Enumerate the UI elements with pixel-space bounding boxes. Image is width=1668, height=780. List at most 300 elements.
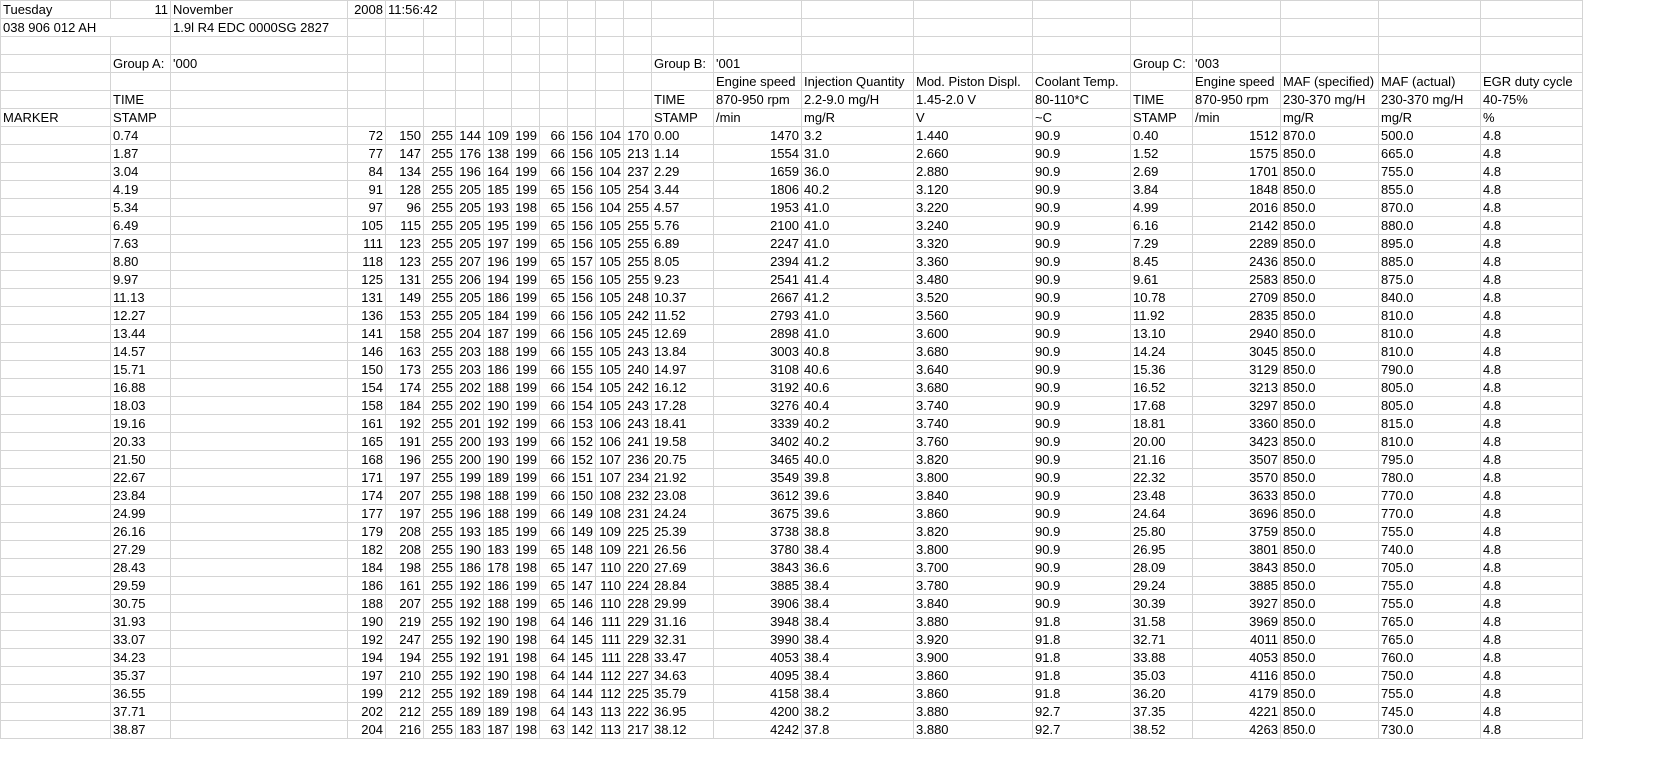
data-cell[interactable]: 217 [624,721,652,739]
data-cell[interactable]: 3.900 [914,649,1033,667]
data-cell[interactable]: 850.0 [1281,469,1379,487]
data-cell[interactable]: 795.0 [1379,451,1481,469]
data-cell[interactable]: 38.4 [802,577,914,595]
data-cell[interactable]: 153 [568,415,596,433]
data-cell[interactable]: 161 [348,415,386,433]
cell[interactable] [171,631,348,649]
data-cell[interactable]: 3.480 [914,271,1033,289]
data-cell[interactable]: 41.2 [802,289,914,307]
data-cell[interactable]: 255 [424,127,456,145]
data-cell[interactable]: 66 [540,433,568,451]
data-cell[interactable]: 31.16 [652,613,714,631]
data-cell[interactable]: 27.29 [111,541,171,559]
param-spec-b[interactable]: 1.45-2.0 V [914,91,1033,109]
data-cell[interactable]: 254 [624,181,652,199]
data-cell[interactable]: 29.59 [111,577,171,595]
data-cell[interactable]: 90.9 [1033,541,1131,559]
data-cell[interactable]: 156 [568,163,596,181]
data-cell[interactable]: 147 [386,145,424,163]
data-cell[interactable]: 255 [424,289,456,307]
data-cell[interactable]: 40.0 [802,451,914,469]
data-cell[interactable]: 37.8 [802,721,914,739]
data-cell[interactable]: 144 [568,667,596,685]
cell[interactable] [540,1,568,19]
cell[interactable] [171,415,348,433]
cell[interactable] [348,37,386,55]
data-cell[interactable]: 850.0 [1281,235,1379,253]
data-cell[interactable]: 255 [424,721,456,739]
data-cell[interactable]: 2793 [714,307,802,325]
data-cell[interactable]: 1.52 [1131,145,1193,163]
data-cell[interactable]: 705.0 [1379,559,1481,577]
data-cell[interactable]: 90.9 [1033,145,1131,163]
data-cell[interactable]: 224 [624,577,652,595]
data-cell[interactable]: 225 [624,685,652,703]
data-cell[interactable]: 3108 [714,361,802,379]
cell[interactable] [386,37,424,55]
cell[interactable] [1,523,111,541]
data-cell[interactable]: 255 [624,199,652,217]
data-cell[interactable]: 66 [540,523,568,541]
data-cell[interactable]: 189 [456,703,484,721]
data-cell[interactable]: 2667 [714,289,802,307]
cell[interactable] [1,181,111,199]
data-cell[interactable]: 4.8 [1481,613,1583,631]
time-label[interactable]: TIME [1131,91,1193,109]
param-name-b[interactable]: Coolant Temp. [1033,73,1131,91]
data-cell[interactable]: 16.52 [1131,379,1193,397]
data-cell[interactable]: 4.8 [1481,685,1583,703]
data-cell[interactable]: 197 [386,505,424,523]
data-cell[interactable]: 216 [386,721,424,739]
data-cell[interactable]: 36.95 [652,703,714,721]
data-cell[interactable]: 38.8 [802,523,914,541]
data-cell[interactable]: 192 [456,631,484,649]
cell[interactable] [1033,55,1131,73]
cell[interactable] [171,703,348,721]
data-cell[interactable]: 184 [386,397,424,415]
data-cell[interactable]: 156 [568,325,596,343]
data-cell[interactable]: 255 [424,595,456,613]
group-b-code[interactable]: '001 [714,55,802,73]
cell[interactable] [568,109,596,127]
data-cell[interactable]: 850.0 [1281,361,1379,379]
data-cell[interactable]: 9.97 [111,271,171,289]
data-cell[interactable]: 4.8 [1481,325,1583,343]
data-cell[interactable]: 198 [386,559,424,577]
cell[interactable] [652,73,714,91]
data-cell[interactable]: 199 [512,289,540,307]
cell[interactable] [624,73,652,91]
cell[interactable] [171,307,348,325]
data-cell[interactable]: 4.8 [1481,379,1583,397]
data-cell[interactable]: 3213 [1193,379,1281,397]
data-cell[interactable]: 33.47 [652,649,714,667]
data-cell[interactable]: 190 [484,667,512,685]
data-cell[interactable]: 203 [456,343,484,361]
data-cell[interactable]: 24.24 [652,505,714,523]
cell[interactable] [1281,1,1379,19]
cell[interactable] [1,595,111,613]
data-cell[interactable]: 4.8 [1481,397,1583,415]
cell[interactable] [171,613,348,631]
cell[interactable] [1131,19,1193,37]
data-cell[interactable]: 197 [348,667,386,685]
data-cell[interactable]: 149 [386,289,424,307]
data-cell[interactable]: 205 [456,307,484,325]
data-cell[interactable]: 208 [386,541,424,559]
data-cell[interactable]: 16.88 [111,379,171,397]
data-cell[interactable]: 3948 [714,613,802,631]
data-cell[interactable]: 156 [568,199,596,217]
data-cell[interactable]: 199 [512,145,540,163]
data-cell[interactable]: 182 [348,541,386,559]
data-cell[interactable]: 66 [540,325,568,343]
data-cell[interactable]: 3465 [714,451,802,469]
data-cell[interactable]: 40.2 [802,415,914,433]
data-cell[interactable]: 150 [348,361,386,379]
data-cell[interactable]: 2940 [1193,325,1281,343]
cell[interactable] [171,181,348,199]
data-cell[interactable]: 4.8 [1481,703,1583,721]
data-cell[interactable]: 850.0 [1281,523,1379,541]
group-a-code[interactable]: '000 [171,55,348,73]
data-cell[interactable]: 3339 [714,415,802,433]
data-cell[interactable]: 1701 [1193,163,1281,181]
data-cell[interactable]: 118 [348,253,386,271]
data-cell[interactable]: 65 [540,577,568,595]
data-cell[interactable]: 142 [568,721,596,739]
cell[interactable] [1,577,111,595]
data-cell[interactable]: 90.9 [1033,307,1131,325]
cell[interactable] [456,19,484,37]
data-cell[interactable]: 111 [348,235,386,253]
data-cell[interactable]: 39.8 [802,469,914,487]
data-cell[interactable]: 66 [540,451,568,469]
data-cell[interactable]: 770.0 [1379,487,1481,505]
data-cell[interactable]: 12.69 [652,325,714,343]
data-cell[interactable]: 840.0 [1379,289,1481,307]
data-cell[interactable]: 199 [512,325,540,343]
data-cell[interactable]: 255 [424,685,456,703]
data-cell[interactable]: 112 [596,685,624,703]
cell[interactable] [540,37,568,55]
data-cell[interactable]: 1575 [1193,145,1281,163]
cell[interactable] [624,109,652,127]
data-cell[interactable]: 65 [540,595,568,613]
data-cell[interactable]: 850.0 [1281,199,1379,217]
data-cell[interactable]: 38.4 [802,667,914,685]
data-cell[interactable]: 105 [596,253,624,271]
data-cell[interactable]: 90.9 [1033,415,1131,433]
data-cell[interactable]: 255 [424,613,456,631]
data-cell[interactable]: 11.13 [111,289,171,307]
data-cell[interactable]: 3570 [1193,469,1281,487]
data-cell[interactable]: 5.76 [652,217,714,235]
cell[interactable] [348,109,386,127]
data-cell[interactable]: 3.640 [914,361,1033,379]
cell[interactable] [1,505,111,523]
data-cell[interactable]: 97 [348,199,386,217]
cell[interactable] [802,19,914,37]
cell[interactable] [1,289,111,307]
param-unit-c[interactable]: mg/R [1379,109,1481,127]
data-cell[interactable]: 66 [540,343,568,361]
data-cell[interactable]: 188 [484,487,512,505]
data-cell[interactable]: 90.9 [1033,217,1131,235]
data-cell[interactable]: 199 [512,469,540,487]
data-cell[interactable]: 0.00 [652,127,714,145]
data-cell[interactable]: 810.0 [1379,325,1481,343]
data-cell[interactable]: 850.0 [1281,505,1379,523]
data-cell[interactable]: 158 [386,325,424,343]
data-cell[interactable]: 207 [386,595,424,613]
data-cell[interactable]: 198 [512,685,540,703]
data-cell[interactable]: 3.680 [914,343,1033,361]
data-cell[interactable]: 243 [624,397,652,415]
data-cell[interactable]: 810.0 [1379,343,1481,361]
data-cell[interactable]: 111 [596,613,624,631]
data-cell[interactable]: 105 [596,289,624,307]
data-cell[interactable]: 105 [348,217,386,235]
data-cell[interactable]: 197 [386,469,424,487]
data-cell[interactable]: 4179 [1193,685,1281,703]
param-name-b[interactable]: Engine speed [714,73,802,91]
cell[interactable] [386,19,424,37]
data-cell[interactable]: 198 [512,703,540,721]
data-cell[interactable]: 255 [424,631,456,649]
data-cell[interactable]: 850.0 [1281,451,1379,469]
data-cell[interactable]: 174 [348,487,386,505]
cell[interactable] [1,559,111,577]
data-cell[interactable]: 3.120 [914,181,1033,199]
data-cell[interactable]: 850.0 [1281,541,1379,559]
cell[interactable] [624,37,652,55]
data-cell[interactable]: 193 [484,433,512,451]
data-cell[interactable]: 150 [386,127,424,145]
cell[interactable] [1,199,111,217]
cell[interactable] [348,19,386,37]
data-cell[interactable]: 91 [348,181,386,199]
cell[interactable] [1193,1,1281,19]
data-cell[interactable]: 200 [456,451,484,469]
param-name-c[interactable]: Engine speed [1193,73,1281,91]
data-cell[interactable]: 2583 [1193,271,1281,289]
data-cell[interactable]: 198 [456,487,484,505]
cell[interactable] [1,55,111,73]
data-cell[interactable]: 4.99 [1131,199,1193,217]
data-cell[interactable]: 850.0 [1281,379,1379,397]
param-unit-b[interactable]: V [914,109,1033,127]
data-cell[interactable]: 755.0 [1379,577,1481,595]
data-cell[interactable]: 186 [456,559,484,577]
data-cell[interactable]: 108 [596,487,624,505]
cell[interactable] [484,1,512,19]
cell[interactable] [540,109,568,127]
cell[interactable] [714,1,802,19]
data-cell[interactable]: 255 [424,667,456,685]
data-cell[interactable]: 11.52 [652,307,714,325]
cell[interactable] [1,703,111,721]
data-cell[interactable]: 156 [568,235,596,253]
data-cell[interactable]: 255 [424,523,456,541]
data-cell[interactable]: 212 [386,703,424,721]
data-cell[interactable]: 780.0 [1379,469,1481,487]
data-cell[interactable]: 15.36 [1131,361,1193,379]
engine-cell[interactable]: 1.9l R4 EDC 0000SG 2827 [171,19,348,37]
data-cell[interactable]: 91.8 [1033,631,1131,649]
cell[interactable] [171,397,348,415]
data-cell[interactable]: 38.4 [802,631,914,649]
data-cell[interactable]: 7.63 [111,235,171,253]
data-cell[interactable]: 64 [540,613,568,631]
data-cell[interactable]: 32.31 [652,631,714,649]
data-cell[interactable]: 194 [484,271,512,289]
data-cell[interactable]: 13.10 [1131,325,1193,343]
data-cell[interactable]: 41.0 [802,217,914,235]
data-cell[interactable]: 146 [568,613,596,631]
data-cell[interactable]: 3.44 [652,181,714,199]
data-cell[interactable]: 1848 [1193,181,1281,199]
data-cell[interactable]: 199 [512,361,540,379]
data-cell[interactable]: 105 [596,325,624,343]
data-cell[interactable]: 105 [596,217,624,235]
data-cell[interactable]: 104 [596,127,624,145]
cell[interactable] [568,73,596,91]
data-cell[interactable]: 3.860 [914,685,1033,703]
data-cell[interactable]: 177 [348,505,386,523]
data-cell[interactable]: 8.80 [111,253,171,271]
data-cell[interactable]: 232 [624,487,652,505]
data-cell[interactable]: 92.7 [1033,703,1131,721]
data-cell[interactable]: 255 [624,253,652,271]
data-cell[interactable]: 109 [596,523,624,541]
data-cell[interactable]: 9.23 [652,271,714,289]
param-unit-c[interactable]: % [1481,109,1583,127]
data-cell[interactable]: 255 [424,145,456,163]
data-cell[interactable]: 192 [484,415,512,433]
cell[interactable] [596,73,624,91]
data-cell[interactable]: 90.9 [1033,505,1131,523]
cell[interactable] [456,55,484,73]
data-cell[interactable]: 202 [456,379,484,397]
data-cell[interactable]: 156 [568,289,596,307]
time-label[interactable]: TIME [111,91,171,109]
cell[interactable] [171,109,348,127]
cell[interactable] [171,163,348,181]
data-cell[interactable]: 850.0 [1281,217,1379,235]
data-cell[interactable]: 188 [484,379,512,397]
data-cell[interactable]: 4095 [714,667,802,685]
data-cell[interactable]: 805.0 [1379,397,1481,415]
data-cell[interactable]: 39.6 [802,487,914,505]
data-cell[interactable]: 63 [540,721,568,739]
data-cell[interactable]: 108 [596,505,624,523]
data-cell[interactable]: 4.8 [1481,649,1583,667]
data-cell[interactable]: 198 [512,721,540,739]
cell[interactable] [1,451,111,469]
data-cell[interactable]: 2835 [1193,307,1281,325]
cell[interactable] [914,55,1033,73]
cell[interactable] [1,127,111,145]
data-cell[interactable]: 2100 [714,217,802,235]
cell[interactable] [1131,73,1193,91]
data-cell[interactable]: 165 [348,433,386,451]
data-cell[interactable]: 6.49 [111,217,171,235]
cell[interactable] [1481,37,1583,55]
data-cell[interactable]: 3.880 [914,613,1033,631]
cell[interactable] [596,19,624,37]
data-cell[interactable]: 35.03 [1131,667,1193,685]
data-cell[interactable]: 205 [456,235,484,253]
data-cell[interactable]: 4.8 [1481,235,1583,253]
data-cell[interactable]: 240 [624,361,652,379]
data-cell[interactable]: 255 [424,559,456,577]
data-cell[interactable]: 850.0 [1281,325,1379,343]
data-cell[interactable]: 146 [568,595,596,613]
data-cell[interactable]: 195 [484,217,512,235]
data-cell[interactable]: 199 [512,235,540,253]
data-cell[interactable]: 199 [512,505,540,523]
data-cell[interactable]: 850.0 [1281,181,1379,199]
data-cell[interactable]: 3.680 [914,379,1033,397]
data-cell[interactable]: 198 [512,649,540,667]
data-cell[interactable]: 105 [596,397,624,415]
data-cell[interactable]: 191 [484,649,512,667]
data-cell[interactable]: 4.8 [1481,145,1583,163]
cell[interactable] [171,505,348,523]
data-cell[interactable]: 104 [596,199,624,217]
cell[interactable] [424,109,456,127]
data-cell[interactable]: 14.57 [111,343,171,361]
cell[interactable] [914,19,1033,37]
data-cell[interactable]: 24.64 [1131,505,1193,523]
data-cell[interactable]: 3.700 [914,559,1033,577]
data-cell[interactable]: 154 [568,379,596,397]
data-cell[interactable]: 4.57 [652,199,714,217]
data-cell[interactable]: 192 [456,577,484,595]
cell[interactable] [111,73,171,91]
data-cell[interactable]: 228 [624,595,652,613]
data-cell[interactable]: 730.0 [1379,721,1481,739]
data-cell[interactable]: 19.58 [652,433,714,451]
data-cell[interactable]: 90.9 [1033,163,1131,181]
data-cell[interactable]: 875.0 [1379,271,1481,289]
data-cell[interactable]: 2709 [1193,289,1281,307]
data-cell[interactable]: 203 [456,361,484,379]
data-cell[interactable]: 196 [456,505,484,523]
data-cell[interactable]: 4.19 [111,181,171,199]
param-unit-c[interactable]: mg/R [1281,109,1379,127]
data-cell[interactable]: 193 [484,199,512,217]
data-cell[interactable]: 109 [596,541,624,559]
data-cell[interactable]: 158 [348,397,386,415]
data-cell[interactable]: 236 [624,451,652,469]
data-cell[interactable]: 105 [596,307,624,325]
data-cell[interactable]: 107 [596,451,624,469]
cell[interactable] [1379,19,1481,37]
data-cell[interactable]: 170 [624,127,652,145]
data-cell[interactable]: 3.880 [914,703,1033,721]
cell[interactable] [596,1,624,19]
data-cell[interactable]: 17.68 [1131,397,1193,415]
data-cell[interactable]: 152 [568,451,596,469]
data-cell[interactable]: 90.9 [1033,397,1131,415]
cell[interactable] [802,1,914,19]
data-cell[interactable]: 194 [348,649,386,667]
cell[interactable] [424,37,456,55]
cell[interactable] [111,37,171,55]
